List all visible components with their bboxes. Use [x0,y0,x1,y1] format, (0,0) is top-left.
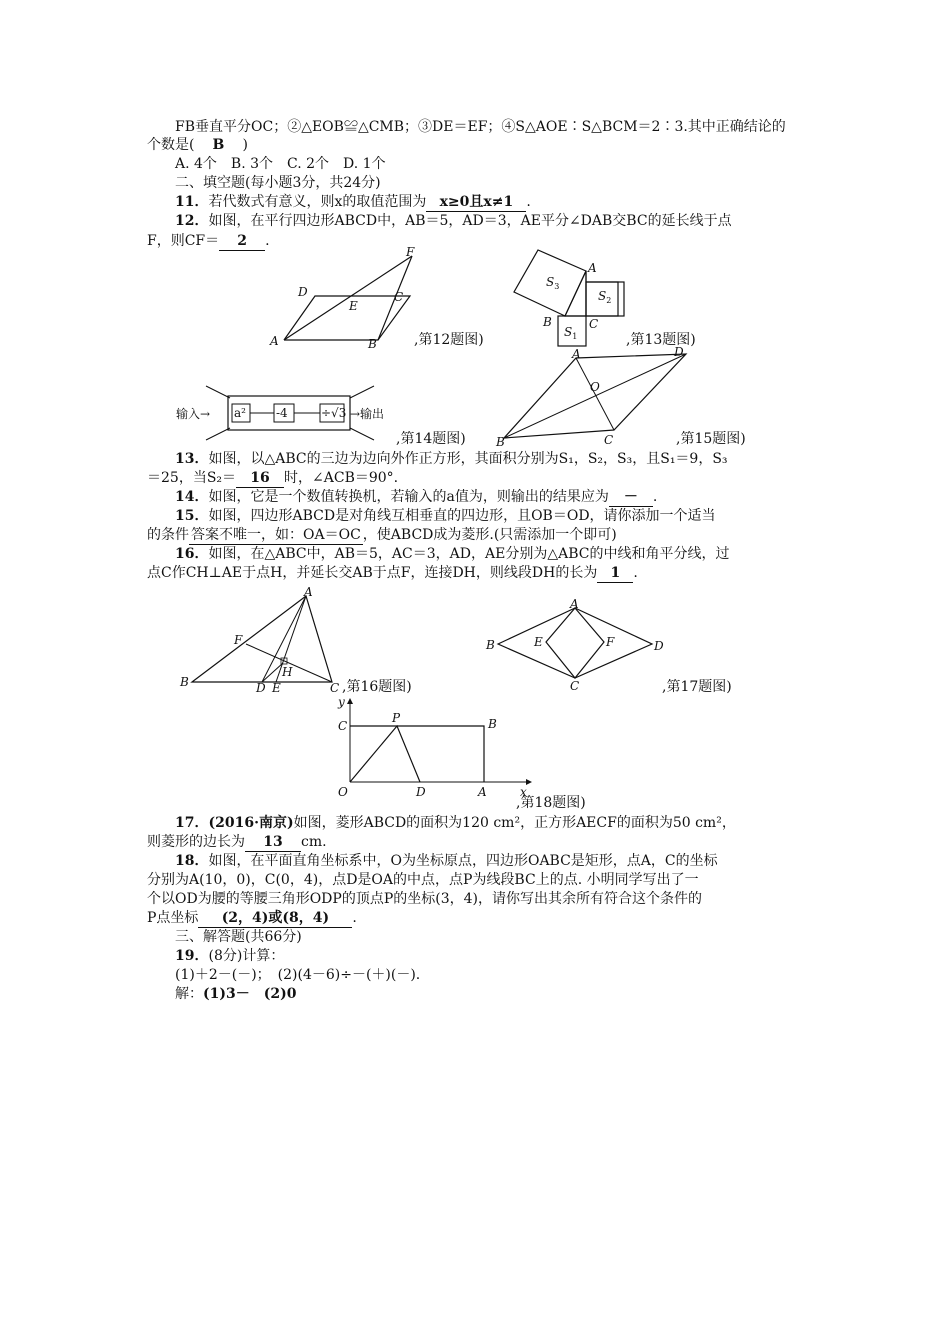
fig16-label-h: H [282,665,293,679]
fig12-label-f: F [406,245,415,259]
q15-line1: 15．如图，四边形ABCD是对角线互相垂直的四边形，且OB＝OD，请你添加一个适当 [175,508,716,524]
fig13-label-s3: $S_3$ [546,275,560,291]
fig12-label-a: A [270,334,279,348]
q10-line2: 个数是( B ) [147,137,248,153]
fig12-label-d: D [298,285,308,299]
q16-line2: 点C作CH⊥AE于点H，并延长交AB于点F，连接DH，则线段DH的长为 1 . [147,565,638,581]
fig15-label-o: O [590,380,600,394]
fig13-label-c: C [589,317,599,331]
q16-line1: 16．如图，在△ABC中，AB＝5，AC＝3，AD，AE分别为△ABC的中线和角平分线，过 [175,546,730,562]
q14: 14．如图，它是一个数值转换机，若输入的a值为，则输出的结果应为 － . [175,489,658,505]
section-solve: 三、解答题(共66分) [175,929,302,945]
caption-fig17: ,第17题图) [662,679,732,695]
fig18-label-b: B [488,717,497,731]
fig18-label-a: A [478,785,487,799]
fig18-label-y: y [338,695,345,709]
q11-answer: x≥0且x≠1 [426,193,526,212]
fig16-label-d: D [256,681,266,695]
fig14-output-label: →输出 [350,407,385,421]
fig17-label-a: A [570,597,579,611]
fig17-label-f: F [606,635,615,649]
q17-answer: 13 [245,833,301,852]
q10-line1: FB垂直平分OC；②△EOB≌△CMB；③DE＝EF；④S△AOE∶S△BCM＝2∶3.其中正确结论的 [175,119,786,135]
fig18-label-c: C [338,719,348,733]
fig15-label-c: C [604,433,614,447]
figure-13-squares [508,244,638,354]
fig13-label-s1: $S_1$ [564,325,578,341]
fig14-box-minus4: -4 [276,406,288,420]
q18-answer: (2，4)或(8，4) [198,909,352,928]
fig17-label-e: E [534,635,543,649]
q13-line1: 13．如图，以△ABC的三边为边向外作正方形，其面积分别为S₁，S₂，S₃，且S₁＝9，S₃ [175,451,728,467]
q17-line2: 则菱形的边长为 13 cm. [147,834,327,850]
q16-answer: 1 [597,564,633,583]
fig18-label-x: x [520,785,527,799]
q15-line2: 的条件 答案不唯一，如：OA＝OC ，使ABCD成为菱形.(只需添加一个即可) [147,527,617,543]
fig12-label-b: B [368,337,377,351]
fig13-label-a: A [588,261,597,275]
q19-answer: (1)3－ (2)0 [203,986,297,1002]
fig17-label-c: C [570,679,580,693]
q10-options: A. 4个 B. 3个 C. 2个 D. 1个 [175,156,386,172]
fig16-label-b: B [180,675,189,689]
caption-fig18: ,第18题图) [516,795,586,811]
fig13-label-b: B [543,315,552,329]
q18-line1: 18．如图，在平面直角坐标系中，O为坐标原点，四边形OABC是矩形，点A，C的坐标 [175,853,718,869]
q19-line1: (1)＋2－(－)； (2)(4－6)÷－(＋)(－). [175,967,421,983]
fig12-label-e: E [349,299,358,313]
fig14-box-div-sqrt3: ÷√3 [321,406,347,420]
fig12-label-c: C [394,290,404,304]
fig16-label-c: C [330,681,340,695]
section-fill-blank: 二、填空题(每小题3分，共24分) [175,175,381,191]
fig16-label-e: E [272,681,281,695]
figure-12-parallelogram [260,244,440,354]
q19-answer-line: 解：(1)3－ (2)0 [175,986,297,1002]
figure-16-triangle [176,585,346,695]
caption-fig16: ,第16题图) [342,679,412,695]
caption-fig14: ,第14题图) [396,431,466,447]
figure-14-converter [170,380,410,446]
q17-line1: 17．(2016·南京)如图，菱形ABCD的面积为120 cm²，正方形AECF的面积为50 cm²， [175,815,736,831]
fig13-label-s2: $S_2$ [598,289,612,305]
q18-line3: 个以OD为腰的等腰三角形ODP的顶点P的坐标(3，4)，请你写出其余所有符合这个条件的 [147,891,702,907]
fig18-label-d: D [416,785,426,799]
q13-answer: 16 [236,469,284,488]
fig14-box-square: a² [234,406,246,420]
q11: 11．若代数式有意义，则x的取值范围为 x≥0且x≠1 . [175,194,531,210]
q12-line1: 12．如图，在平行四边形ABCD中，AB＝5，AD＝3，AE平分∠DAB交BC的延长线于点 [175,213,732,229]
q14-answer: － [609,488,653,507]
fig16-label-a: A [304,585,313,599]
q18-line2: 分别为A(10，0)，C(0，4)，点D是OA的中点，点P为线段BC上的点. 小明同学写出了一 [147,872,699,888]
caption-fig13: ,第13题图) [626,332,696,348]
fig15-label-a: A [572,347,581,361]
fig18-label-p: P [392,711,401,725]
fig17-label-d: D [654,639,664,653]
figure-15-rhombus [490,346,690,448]
q12-line2: F，则CF＝ 2 . [147,233,270,249]
caption-fig15: ,第15题图) [676,431,746,447]
fig15-label-b: B [496,435,505,449]
q18-line4: P点坐标 (2，4)或(8，4) . [147,910,357,926]
q13-line2: ＝25，当S₂＝ 16 时，∠ACB＝90°. [147,470,399,486]
fig15-label-d: D [674,345,684,359]
figure-18-coordinate [330,696,540,804]
q19-title: 19．(8分)计算： [175,948,285,964]
q15-answer: 答案不唯一，如：OA＝OC [191,527,361,543]
fig18-label-o: O [338,785,348,799]
fig16-label-f: F [234,633,243,647]
q12-answer: 2 [219,232,265,251]
fig14-input-label: 输入→ [176,407,211,421]
caption-fig12: ,第12题图) [414,332,484,348]
q10-answer: B [212,137,225,153]
fig17-label-b: B [486,638,495,652]
